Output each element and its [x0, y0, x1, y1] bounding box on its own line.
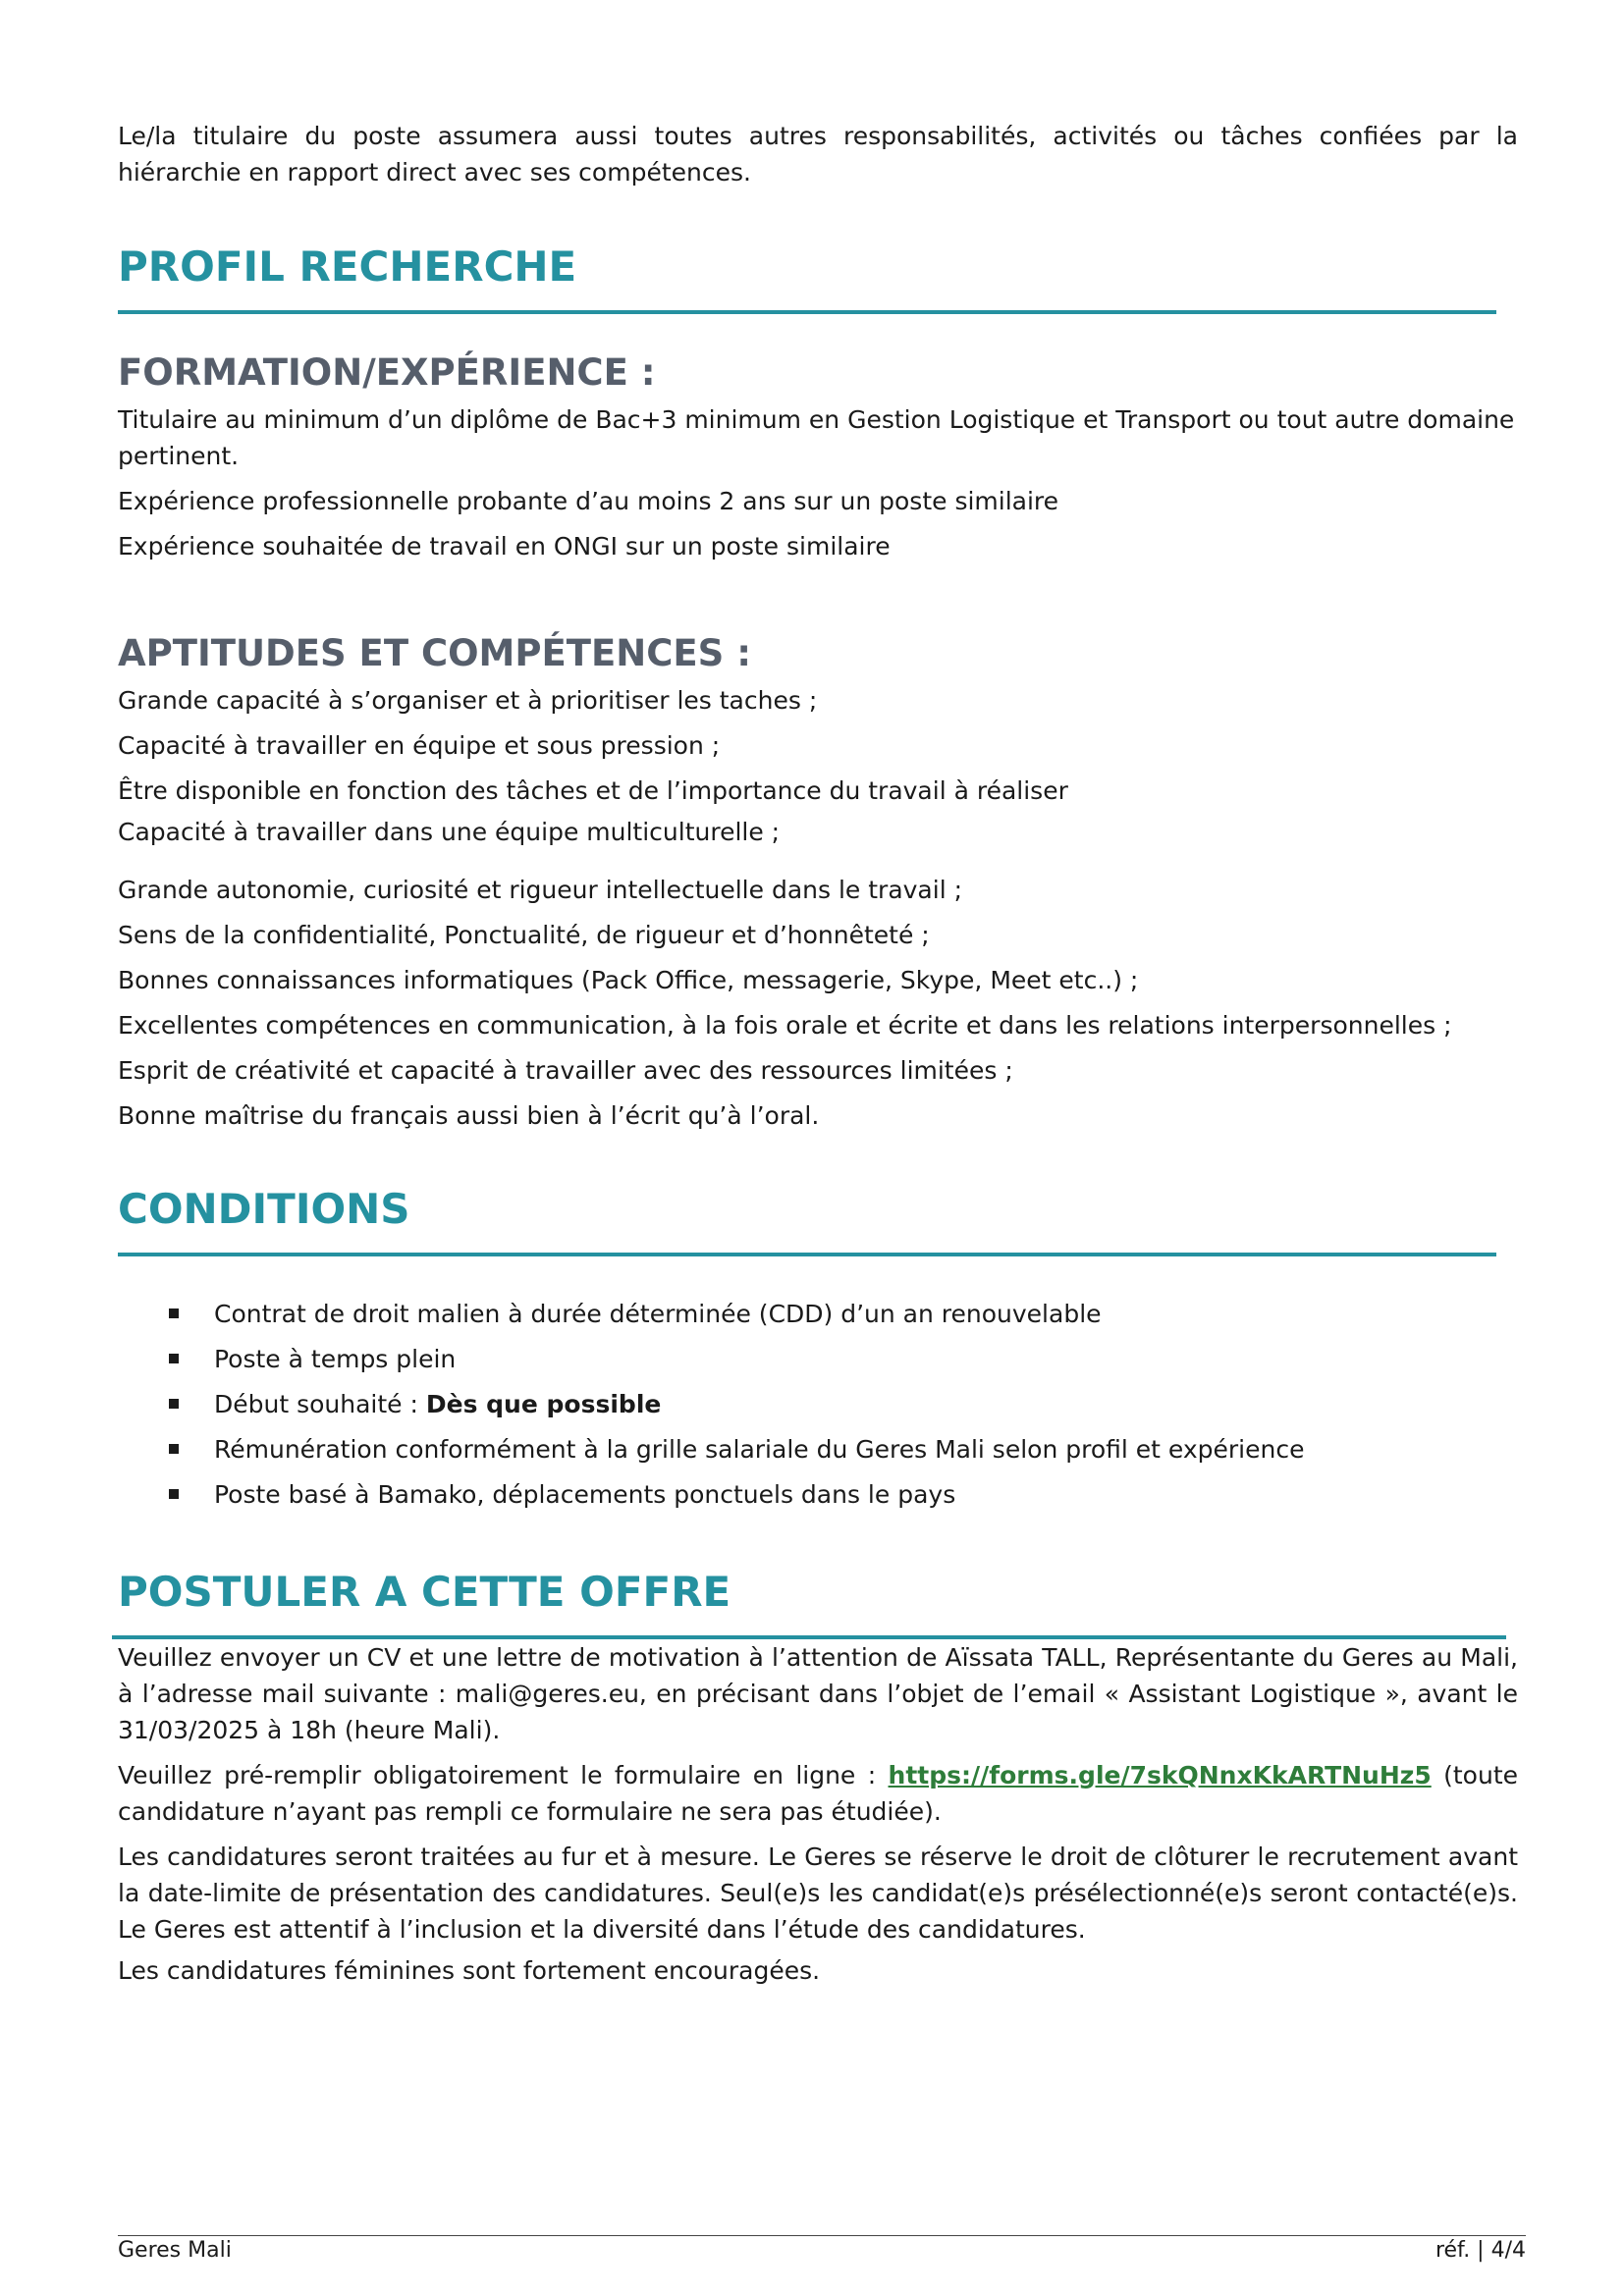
postuler-paragraph: Veuillez envoyer un CV et une lettre de motivation à l’attention de Aïssata TALL, Représentante du Geres au Mali, à l’adresse mail suivante : mali@geres.eu, en précisant dans l’objet de l’email « Assistant Logistique », avant le 31/03/2025 à 18h (heure Mali). — [118, 1643, 1518, 1744]
condition-item: Début souhaité : Dès que possible — [118, 1382, 1518, 1427]
aptitude-item: Bonnes connaissances informatiques (Pack Office, messagerie, Skype, Meet etc..) ; — [118, 966, 1139, 994]
formation-list — [118, 401, 1518, 564]
bullet-icon — [169, 1308, 179, 1318]
postuler-paragraph: Les candidatures seront traitées au fur et à mesure. Le Geres se réserve le droit de clôturer le recrutement avant la date-limite de présentation des candidatures. Seul(e)s les candidat(e)s présélectionné(e)s seront contacté(e)s. Le Geres est attentif à l’inclusion et la diversité dans l’étude des candidatures. — [118, 1842, 1518, 1944]
formation-item: Expérience professionnelle probante d’au moins 2 ans sur un poste similaire — [118, 487, 1059, 515]
intro-text: Le/la titulaire du poste assumera aussi toutes autres responsabilités, activités ou tâches confiées par la hiérarchie en rapport direct avec ses compétences. — [118, 122, 1518, 187]
subsection-title-formation: FORMATION/EXPÉRIENCE : — [118, 351, 656, 394]
subsection-title-aptitudes: APTITUDES ET COMPÉTENCES : — [118, 632, 752, 674]
section-title-conditions: CONDITIONS — [118, 1185, 410, 1233]
intro-paragraph — [118, 118, 1518, 190]
aptitude-item: Capacité à travailler en équipe et sous pression ; — [118, 731, 721, 760]
aptitude-item: Grande autonomie, curiosité et rigueur intellectuelle dans le travail ; — [118, 876, 963, 904]
postuler-form-paragraph: Veuillez pré-remplir obligatoirement le formulaire en ligne : https://forms.gle/7skQNnxKkARTNuHz5 (toute candidature n’ayant pas rempli ce formulaire ne sera pas étudiée). — [118, 1761, 1518, 1826]
condition-item: Contrat de droit malien à durée déterminée (CDD) d’un an renouvelable — [118, 1292, 1518, 1337]
section-title-profil: PROFIL RECHERCHE — [118, 242, 577, 291]
section-divider — [118, 310, 1496, 314]
bullet-icon — [169, 1444, 179, 1454]
bullet-icon — [169, 1354, 179, 1363]
aptitude-item: Bonne maîtrise du français aussi bien à l’écrit qu’à l’oral. — [118, 1101, 820, 1130]
formation-item: Titulaire au minimum d’un diplôme de Bac+3 minimum en Gestion Logistique et Transport ou tout autre domaine pertinent. — [118, 405, 1515, 470]
bullet-icon — [169, 1399, 179, 1409]
section-title-postuler: POSTULER A CETTE OFFRE — [118, 1568, 731, 1616]
bullet-icon — [169, 1489, 179, 1499]
section-divider — [118, 1253, 1496, 1256]
form-link[interactable]: https://forms.gle/7skQNnxKkARTNuHz5 — [888, 1761, 1432, 1789]
start-date-value: Dès que possible — [425, 1390, 662, 1418]
footer-org: Geres Mali — [118, 2238, 232, 2263]
aptitude-item: Grande capacité à s’organiser et à prioritiser les taches ; — [118, 686, 818, 715]
postuler-body — [118, 1639, 1518, 1989]
conditions-list — [118, 1292, 1518, 1518]
aptitude-item: Esprit de créativité et capacité à travailler avec des ressources limitées ; — [118, 1056, 1013, 1085]
aptitude-item: Capacité à travailler dans une équipe multiculturelle ; — [118, 818, 781, 846]
aptitude-item: Être disponible en fonction des tâches et de l’importance du travail à réaliser — [118, 776, 1068, 805]
footer-page-ref: réf. | 4/4 — [1435, 2238, 1526, 2263]
aptitude-item: Excellentes compétences en communication, à la fois orale et écrite et dans les relations interpersonnelles ; — [118, 1011, 1452, 1040]
condition-item: Poste à temps plein — [118, 1337, 1518, 1382]
aptitude-item: Sens de la confidentialité, Ponctualité, de rigueur et d’honnêteté ; — [118, 921, 930, 949]
footer-divider — [118, 2235, 1526, 2236]
condition-item: Poste basé à Bamako, déplacements ponctuels dans le pays — [118, 1472, 1518, 1518]
postuler-paragraph: Les candidatures féminines sont fortement encouragées. — [118, 1956, 821, 1985]
aptitudes-list — [118, 682, 1518, 1134]
condition-item: Rémunération conformément à la grille salariale du Geres Mali selon profil et expérience — [118, 1427, 1518, 1472]
formation-item: Expérience souhaitée de travail en ONGI sur un poste similaire — [118, 532, 891, 561]
